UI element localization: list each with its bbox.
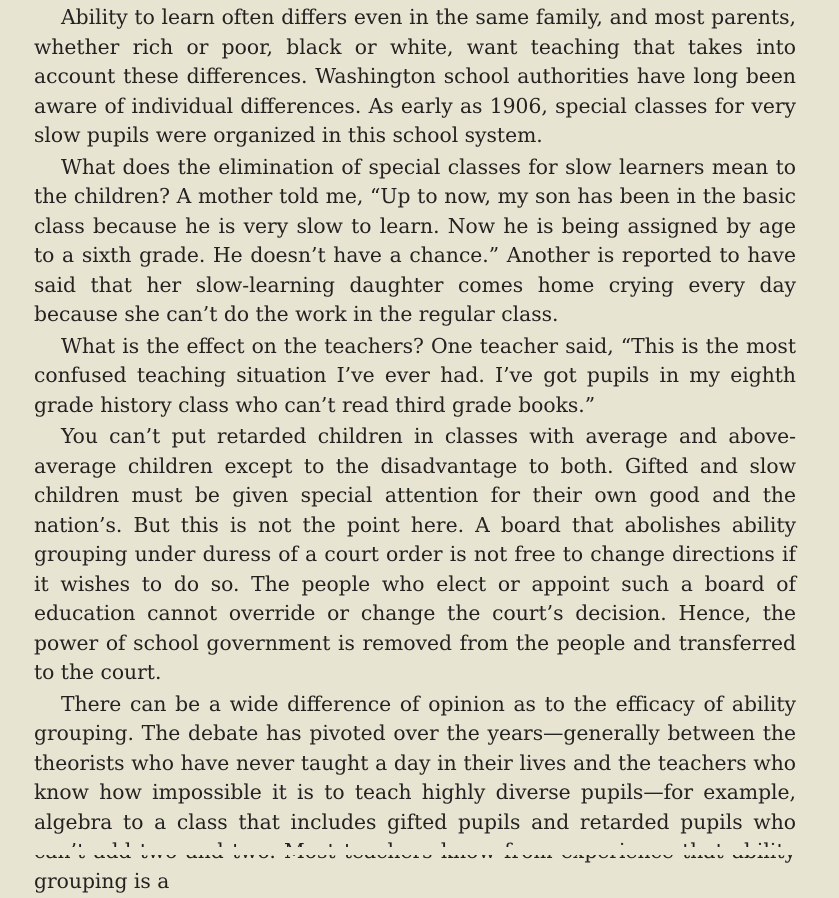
paragraph-effect-on-teachers: What is the effect on the teachers? One teacher said, “This is the most confused teaching situation I’ve ever had. I’ve got pupils in my eighth grade history class who can’t read third grade books.” [34, 333, 796, 417]
paragraph-court-order: You can’t put retarded children in classes with average and above-average children except to the disadvantage to both. Gifted and slow children must be given special attention for their own good and the nation’s. But this is not the point here. A board that abolishes ability grouping under duress of a court order is not free to change directions if it wishes to do so. The people who elect or appoint such a board of education cannot override or change the court’s decision. Hence, the power of school government is removed from the people and transferred to the court. [34, 424, 796, 684]
article-body [34, 3, 796, 898]
paragraph-elimination-of-special-classes: What does the elimination of special classes for slow learners mean to the children? A mother told me, “Up to now, my son has been in the basic class because he is very slow to learn. Now he is being assigned by age to a sixth grade. He doesn’t have a chance.” Another is reported to have said that her slow-learning daughter comes home crying every day because she can’t do the work in the regular class. [34, 154, 796, 326]
paragraph-ability-to-learn: Ability to learn often differs even in the same family, and most parents, whether rich or poor, black or white, want teaching that takes into account these differences. Washington school authorities have long been aware of individual differences. As early as 1906, special classes for very slow pupils were organized in this school system. [34, 5, 796, 147]
paragraph-ability-grouping-debate: There can be a wide difference of opinion as to the efficacy of ability grouping. The debate has pivoted over the years—generally between the theorists who have never taught a day in their lives and the teachers who know how impossible it is to teach highly diverse pupils—for example, algebra to a class that includes gifted pupils and retarded pupils who grouping is a [34, 691, 796, 893]
page-bottom-crop [0, 847, 839, 855]
